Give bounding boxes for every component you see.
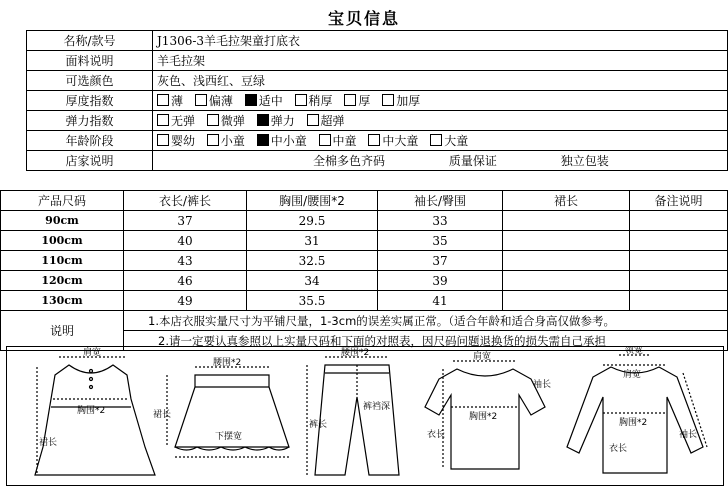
sleeve-cell: 35 (378, 231, 503, 251)
info-row-thickness (27, 91, 728, 111)
option-label: 适中 (258, 94, 283, 108)
note-line: 2.请一定要认真参照以上实量尺码和下面的对照表，因尺码问题退换货的损失需自己承担 (124, 331, 728, 351)
skirt-waist-label: 腰围*2 (213, 358, 242, 368)
info-row-fabric (27, 51, 728, 71)
size-cell: 90cm (1, 211, 124, 231)
table-row (1, 251, 728, 271)
checkbox[interactable] (257, 114, 269, 126)
length-cell: 43 (124, 251, 247, 271)
checkbox[interactable] (344, 94, 356, 106)
info-label: 可选颜色 (27, 71, 153, 91)
info-row-elasticity (27, 111, 728, 131)
remark-cell (630, 211, 728, 231)
checkbox[interactable] (319, 134, 331, 146)
checkbox[interactable] (207, 114, 219, 126)
age-option[interactable] (257, 132, 307, 149)
skirt-cell (503, 291, 630, 311)
option-label: 超弹 (320, 114, 345, 128)
shop-promise: 全棉多色齐码 (313, 154, 386, 168)
note-line: 1.本店衣服实量尺寸为平铺尺量，1-3cm的误差实属正常。（适合年龄和适合身高仅做参考。 (124, 311, 728, 331)
chest-cell: 29.5 (247, 211, 378, 231)
length-cell: 37 (124, 211, 247, 231)
tshirt-sleeve-label: 袖长 (533, 380, 552, 390)
age-options (153, 131, 728, 151)
longsleeve-chest-label: 胸围*2 (619, 418, 648, 428)
option-label: 婴幼 (171, 134, 196, 148)
age-option[interactable] (319, 132, 357, 149)
info-label: 面料说明 (27, 51, 153, 71)
table-row (1, 291, 728, 311)
length-cell: 46 (124, 271, 247, 291)
option-label: 无弹 (171, 114, 196, 128)
option-label: 加厚 (396, 94, 421, 108)
skirt-cell (503, 251, 630, 271)
remark-cell (630, 271, 728, 291)
age-option[interactable] (368, 132, 418, 149)
age-option[interactable] (157, 132, 195, 149)
info-value: J1306-3羊毛拉架童打底衣 (153, 31, 728, 51)
chest-cell: 34 (247, 271, 378, 291)
checkbox[interactable] (257, 134, 269, 146)
dress-chest-label: 胸围*2 (77, 406, 106, 416)
remark-cell (630, 231, 728, 251)
checkbox[interactable] (207, 134, 219, 146)
thickness-option[interactable] (195, 92, 233, 109)
tshirt-shoulder-label: 肩宽 (473, 352, 492, 362)
info-label: 厚度指数 (27, 91, 153, 111)
remark-cell (630, 291, 728, 311)
thickness-option[interactable] (382, 92, 420, 109)
column-header: 产品尺码 (1, 191, 124, 211)
info-value: 羊毛拉架 (153, 51, 728, 71)
info-table (26, 30, 728, 171)
checkbox[interactable] (157, 134, 169, 146)
table-row (1, 231, 728, 251)
dress-illustration (35, 357, 155, 475)
checkbox[interactable] (382, 94, 394, 106)
sleeve-cell: 41 (378, 291, 503, 311)
size-cell: 100cm (1, 231, 124, 251)
checkbox[interactable] (195, 94, 207, 106)
pants-illustration (307, 357, 399, 475)
sleeve-cell: 37 (378, 251, 503, 271)
table-row (1, 211, 728, 231)
note-row (1, 311, 728, 331)
longsleeve-length-label: 衣长 (609, 444, 628, 454)
option-label: 中大童 (382, 134, 419, 148)
elasticity-option[interactable] (157, 112, 195, 129)
dress-shoulder-label: 肩宽 (83, 348, 102, 358)
size-cell: 110cm (1, 251, 124, 271)
pants-rise-label: 裤裆深 (363, 402, 391, 412)
info-value: 灰色、浅西红、豆绿 (153, 71, 728, 91)
skirt-length-label: 裙长 (153, 410, 172, 420)
column-header: 袖长/臀围 (378, 191, 503, 211)
info-row-name (27, 31, 728, 51)
checkbox[interactable] (430, 134, 442, 146)
thickness-option[interactable] (344, 92, 370, 109)
skirt-cell (503, 211, 630, 231)
chest-cell: 32.5 (247, 251, 378, 271)
table-row (1, 271, 728, 291)
checkbox[interactable] (157, 94, 169, 106)
elasticity-options (153, 111, 728, 131)
dress-length-label: 裙长 (39, 438, 58, 448)
option-label: 弹力 (270, 114, 295, 128)
info-row-colors (27, 71, 728, 91)
size-cell: 120cm (1, 271, 124, 291)
checkbox[interactable] (157, 114, 169, 126)
longsleeve-shoulder-label: 肩宽 (623, 370, 642, 380)
elasticity-option[interactable] (207, 112, 245, 129)
age-option[interactable] (430, 132, 468, 149)
size-table-header (1, 191, 728, 211)
age-option[interactable] (207, 132, 245, 149)
elasticity-option[interactable] (257, 112, 295, 129)
elasticity-option[interactable] (307, 112, 345, 129)
page-title: 宝贝信息 (327, 9, 400, 28)
longsleeve-collar-label: 领宽 (625, 347, 644, 356)
option-label: 薄 (171, 94, 184, 108)
skirt-hem-label: 下摆宽 (215, 432, 243, 442)
shop-promise: 质量保证 (448, 154, 497, 168)
info-label: 店家说明 (27, 151, 153, 171)
size-table (0, 190, 728, 351)
skirt-cell (503, 271, 630, 291)
length-cell: 49 (124, 291, 247, 311)
pants-waist-label: 腰围*2 (341, 348, 370, 358)
column-header: 胸围/腰围*2 (247, 191, 378, 211)
checkbox[interactable] (245, 94, 257, 106)
thickness-option[interactable] (295, 92, 333, 109)
skirt-cell (503, 231, 630, 251)
column-header: 衣长/裤长 (124, 191, 247, 211)
skirt-illustration (167, 367, 289, 457)
option-label: 小童 (220, 134, 245, 148)
option-label: 中童 (332, 134, 357, 148)
chest-cell: 35.5 (247, 291, 378, 311)
option-label: 中小童 (270, 134, 307, 148)
longsleeve-sleeve-label: 袖长 (679, 430, 698, 440)
info-label: 年龄阶段 (27, 131, 153, 151)
checkbox[interactable] (307, 114, 319, 126)
tshirt-chest-label: 胸围*2 (469, 412, 498, 422)
shop-promises (153, 151, 728, 171)
length-cell: 40 (124, 231, 247, 251)
option-label: 微弹 (220, 114, 245, 128)
option-label: 稍厚 (308, 94, 333, 108)
column-header: 备注说明 (630, 191, 728, 211)
sleeve-cell: 33 (378, 211, 503, 231)
shop-promise: 独立包装 (560, 154, 609, 168)
option-label: 厚 (358, 94, 371, 108)
sleeve-cell: 39 (378, 271, 503, 291)
info-label: 弹力指数 (27, 111, 153, 131)
info-label: 名称/款号 (27, 31, 153, 51)
thickness-options (153, 91, 728, 111)
column-header: 裙长 (503, 191, 630, 211)
option-label: 偏薄 (208, 94, 233, 108)
note-label: 说明 (1, 311, 124, 351)
garment-illustrations (7, 347, 723, 485)
thickness-option[interactable] (157, 92, 183, 109)
info-row-age (27, 131, 728, 151)
pants-length-label: 裤长 (309, 420, 328, 430)
option-label: 大童 (444, 134, 469, 148)
tshirt-length-label: 衣长 (427, 430, 446, 440)
measurement-diagram (6, 346, 724, 486)
thickness-option[interactable] (245, 92, 283, 109)
size-cell: 130cm (1, 291, 124, 311)
chest-cell: 31 (247, 231, 378, 251)
info-row-shop (27, 151, 728, 171)
checkbox[interactable] (368, 134, 380, 146)
checkbox[interactable] (295, 94, 307, 106)
remark-cell (630, 251, 728, 271)
